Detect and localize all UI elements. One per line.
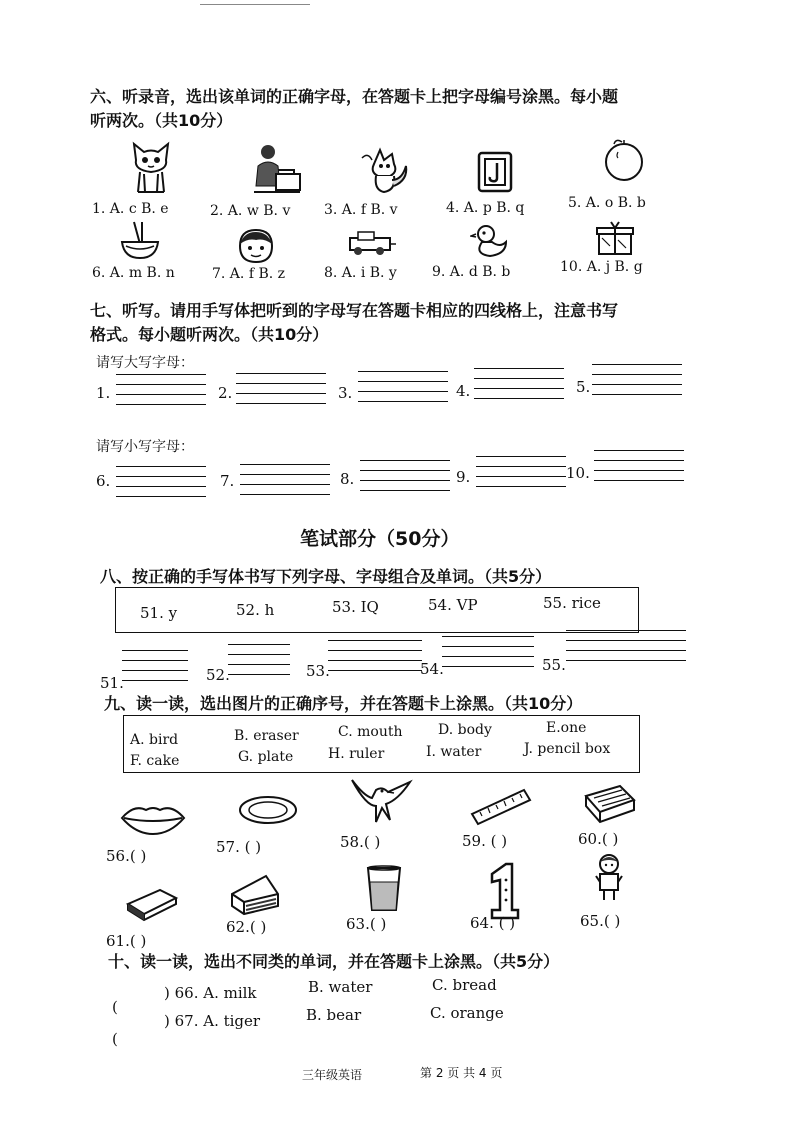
eraser-icon: [124, 882, 180, 922]
s6-item-8-options: 8. A. i B. y: [324, 265, 397, 281]
s9-item-57[interactable]: 57. ( ): [216, 838, 262, 856]
uppercase-prompt: 请写大写字母：: [96, 355, 194, 371]
lower-writing-lines-10[interactable]: [594, 450, 684, 482]
s8-answer-num-55: 55.: [542, 656, 566, 674]
section6-title-line1: 六、听录音，选出该单词的正确字母，在答题卡上把字母编号涂黑。每小题: [90, 87, 619, 106]
s8-writing-lines-55[interactable]: [566, 630, 686, 662]
s8-answer-num-51: 51.: [100, 674, 124, 692]
q66-option-b: B. water: [308, 978, 373, 996]
upper-num-4: 4.: [456, 382, 471, 400]
lower-num-10: 10.: [566, 464, 590, 482]
s9-option-i: I. water: [426, 744, 482, 760]
upper-writing-lines-5[interactable]: [592, 364, 682, 396]
s9-item-59[interactable]: 59. ( ): [462, 832, 508, 850]
bird-icon: [346, 776, 416, 826]
water-glass-icon: [364, 864, 404, 914]
s9-option-b: B. eraser: [234, 728, 299, 744]
footer-page-number: 第 2 页 共 4 页: [420, 1066, 503, 1080]
s9-option-c: C. mouth: [338, 724, 403, 740]
number-one-icon: [484, 860, 520, 920]
q66-option-c: C. bread: [432, 976, 497, 994]
upper-writing-lines-3[interactable]: [358, 371, 448, 403]
q67-stem-option-a: ) 67. A. tiger: [164, 1012, 261, 1030]
s6-item-3-options: 3. A. f B. v: [324, 202, 398, 218]
s6-item-6-options: 6. A. m B. n: [92, 265, 175, 281]
section8-title: 八、按正确的手写体书写下列字母、字母组合及单词。（共5分）: [100, 567, 552, 586]
s8-answer-num-52: 52.: [206, 666, 230, 684]
s6-item-7-options: 7. A. f B. z: [212, 266, 286, 282]
lips-icon: [120, 802, 186, 836]
s8-writing-lines-53[interactable]: [328, 640, 422, 672]
lower-writing-lines-8[interactable]: [360, 460, 450, 492]
s6-item-2-options: 2. A. w B. v: [210, 203, 291, 219]
s8-answer-num-54: 54.: [420, 660, 444, 678]
upper-num-5: 5.: [576, 378, 591, 396]
s8-item-55: 55. rice: [543, 594, 601, 612]
lower-num-8: 8.: [340, 470, 355, 488]
s9-option-j: J. pencil box: [524, 741, 611, 757]
s9-item-60[interactable]: 60.( ): [578, 830, 619, 848]
juice-box-icon: [476, 150, 514, 194]
section6-title-line2: 听两次。（共10分）: [90, 111, 233, 130]
q66-paren[interactable]: (: [112, 998, 118, 1016]
s8-writing-lines-54[interactable]: [442, 636, 534, 668]
duck-icon: [470, 222, 510, 260]
footer-subject: 三年级英语: [302, 1068, 363, 1082]
lower-writing-lines-7[interactable]: [240, 464, 330, 496]
lower-writing-lines-6[interactable]: [116, 466, 206, 498]
ruler-icon: [468, 786, 532, 826]
upper-writing-lines-1[interactable]: [116, 374, 206, 406]
lower-num-6: 6.: [96, 472, 111, 490]
s9-item-63[interactable]: 63.( ): [346, 915, 387, 933]
s9-item-62[interactable]: 62.( ): [226, 918, 267, 936]
noodles-icon: [118, 220, 162, 262]
s9-item-64[interactable]: 64. ( ): [470, 914, 516, 932]
s8-answer-num-53: 53.: [306, 662, 330, 680]
upper-writing-lines-2[interactable]: [236, 373, 326, 405]
upper-num-2: 2.: [218, 384, 233, 402]
s9-option-g: G. plate: [238, 749, 294, 765]
s6-item-9-options: 9. A. d B. b: [432, 264, 511, 280]
gift-icon: [596, 218, 634, 256]
face-icon: [236, 228, 276, 264]
cat-icon: [128, 140, 174, 196]
man-desk-icon: [250, 142, 302, 196]
section9-title: 九、读一读，选出图片的正确序号，并在答题卡上涂黑。（共10分）: [104, 694, 583, 713]
s9-option-e: E.one: [546, 720, 587, 736]
s9-option-f: F. cake: [130, 753, 180, 769]
lower-writing-lines-9[interactable]: [476, 456, 566, 488]
q67-option-c: C. orange: [430, 1004, 504, 1022]
fox-icon: [358, 146, 410, 196]
orange-icon: [602, 136, 646, 182]
s8-item-54: 54. VP: [428, 596, 478, 614]
top-rule: [200, 4, 310, 5]
s6-item-4-options: 4. A. p B. q: [446, 200, 525, 216]
s8-writing-lines-51[interactable]: [122, 650, 188, 682]
upper-writing-lines-4[interactable]: [474, 368, 564, 400]
boy-icon: [592, 852, 626, 902]
s8-item-52: 52. h: [236, 601, 275, 619]
s9-item-58[interactable]: 58.( ): [340, 833, 381, 851]
section10-title: 十、读一读，选出不同类的单词，并在答题卡上涂黑。（共5分）: [108, 952, 560, 971]
s9-option-h: H. ruler: [328, 746, 385, 762]
s6-item-1-options: 1. A. c B. e: [92, 201, 169, 217]
q67-option-b: B. bear: [306, 1006, 362, 1024]
s9-option-d: D. body: [438, 722, 492, 738]
written-part-heading: 笔试部分（50分）: [300, 528, 460, 550]
s9-item-56[interactable]: 56.( ): [106, 847, 147, 865]
plate-icon: [238, 794, 298, 826]
lower-num-9: 9.: [456, 468, 471, 486]
q66-stem-option-a: ) 66. A. milk: [164, 984, 257, 1002]
q67-paren[interactable]: (: [112, 1030, 118, 1048]
s6-item-5-options: 5. A. o B. b: [568, 195, 646, 211]
s9-item-61[interactable]: 61.( ): [106, 932, 147, 950]
pencil-box-icon: [582, 782, 638, 824]
upper-num-1: 1.: [96, 384, 111, 402]
s8-writing-lines-52[interactable]: [228, 644, 290, 676]
s8-item-53: 53. IQ: [332, 598, 379, 616]
upper-num-3: 3.: [338, 384, 353, 402]
s9-item-65[interactable]: 65.( ): [580, 912, 621, 930]
section7-title-line2: 格式。每小题听两次。（共10分）: [90, 325, 329, 344]
toy-car-icon: [346, 230, 398, 256]
lowercase-prompt: 请写小写字母：: [96, 439, 194, 455]
section7-title-line1: 七、听写。请用手写体把听到的字母写在答题卡相应的四线格上，注意书写: [90, 301, 619, 320]
s6-item-10-options: 10. A. j B. g: [560, 259, 643, 275]
s9-option-a: A. bird: [130, 732, 179, 748]
cake-icon: [228, 872, 282, 918]
lower-num-7: 7.: [220, 472, 235, 490]
s8-item-51: 51. y: [140, 604, 178, 622]
